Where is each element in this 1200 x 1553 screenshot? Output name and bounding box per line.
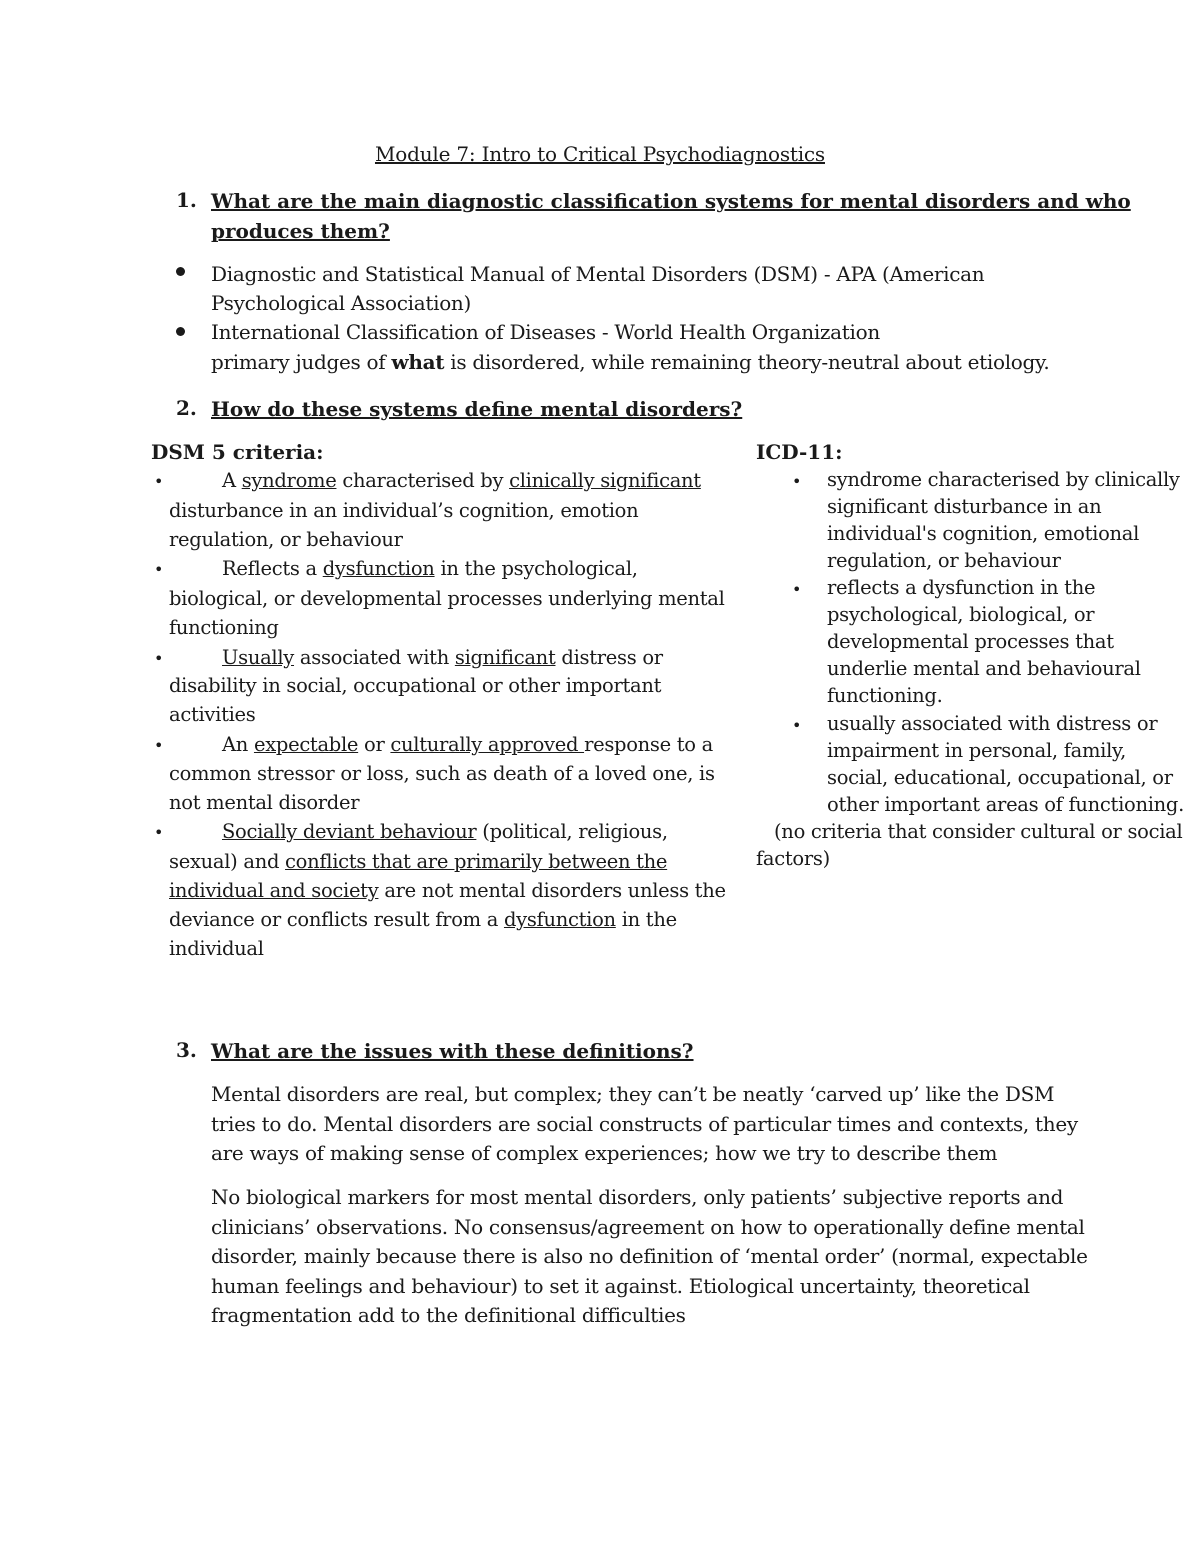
dsm-item-5-line-1: Socially deviant behaviour (political, religious, — [222, 820, 668, 843]
dsm-item-4-line-1: An expectable or culturally approved response to a — [222, 733, 713, 756]
icd-item-2-line-3: developmental processes that — [827, 630, 1114, 653]
dsm-bullet-icon: • — [154, 649, 164, 668]
icd-bullet-icon: • — [792, 716, 802, 735]
icd-item-3-line-4: other important areas of functioning. — [827, 793, 1185, 816]
icd-item-1-line-1: syndrome characterised by clinically — [827, 468, 1180, 491]
q3-paragraph-2-line-3: disorder, mainly because there is also no definition of ‘mental order’ (normal, expectable — [211, 1244, 1088, 1268]
dsm-bullet-icon: • — [154, 823, 164, 842]
q3-paragraph-2-line-4: human feelings and behaviour) to set it against. Etiological uncertainty, theoretical — [211, 1274, 1030, 1298]
icd-item-3-line-1: usually associated with distress or — [827, 712, 1158, 735]
dsm-bullet-icon: • — [154, 560, 164, 579]
icd-bullet-icon: • — [792, 472, 802, 491]
icd-item-2-line-2: psychological, biological, or — [827, 603, 1095, 626]
icd-item-1-line-2: significant disturbance in an — [827, 495, 1102, 518]
dsm-item-1-line-3: regulation, or behaviour — [169, 528, 403, 551]
dsm-item-5-line-3: individual and society are not mental disorders unless the — [169, 879, 726, 902]
q1-bullet-1-line-1: Diagnostic and Statistical Manual of Mental Disorders (DSM) - APA (American — [211, 262, 985, 286]
q3-paragraph-1-line-1: Mental disorders are real, but complex; they can’t be neatly ‘carved up’ like the DSM — [211, 1082, 1055, 1106]
dsm-item-4-line-3: not mental disorder — [169, 791, 360, 814]
dsm-item-4-line-2: common stressor or loss, such as death of a loved one, is — [169, 762, 715, 785]
dsm-item-3-line-2: disability in social, occupational or other important — [169, 674, 662, 697]
q1-note: primary judges of what is disordered, while remaining theory-neutral about etiology. — [211, 350, 1050, 374]
q1-bullet-2-line-1: International Classification of Diseases - World Health Organization — [211, 320, 880, 344]
icd-item-2-line-5: functioning. — [827, 684, 943, 707]
dsm-item-1-line-2: disturbance in an individual’s cognition, emotion — [169, 499, 639, 522]
dsm-item-5-line-5: individual — [169, 937, 264, 960]
page-title: Module 7: Intro to Critical Psychodiagnostics — [374, 142, 825, 166]
icd-bullet-icon: • — [792, 580, 802, 599]
dsm-item-5-line-4: deviance or conflicts result from a dysfunction in the — [169, 908, 677, 931]
dsm-item-5-line-2: sexual) and conflicts that are primarily between the — [169, 850, 668, 873]
icd-item-1-line-3: individual's cognition, emotional — [827, 522, 1140, 545]
dsm-item-3-line-1: Usually associated with significant distress or — [222, 646, 663, 669]
icd-heading: ICD-11: — [756, 440, 843, 464]
q3-paragraph-2-line-1: No biological markers for most mental disorders, only patients’ subjective reports and — [211, 1185, 1064, 1209]
q3-paragraph-2-line-5: fragmentation add to the definitional difficulties — [211, 1303, 686, 1327]
icd-note-line-2: factors) — [756, 847, 830, 870]
q3-paragraph-1-line-2: tries to do. Mental disorders are social constructs of particular times and contexts, they — [211, 1112, 1078, 1136]
icd-item-2-line-1: reflects a dysfunction in the — [827, 576, 1096, 599]
dsm-item-2-line-2: biological, or developmental processes underlying mental — [169, 587, 725, 610]
question-1-number: 1. — [176, 188, 197, 212]
dsm-bullet-icon: • — [154, 736, 164, 755]
dsm-item-1-line-1: A syndrome characterised by clinically significant — [222, 469, 701, 492]
q3-paragraph-2-line-2: clinicians’ observations. No consensus/agreement on how to operationally define mental — [211, 1215, 1085, 1239]
question-1-line-1: What are the main diagnostic classification systems for mental disorders and who — [211, 189, 1131, 213]
dsm-bullet-icon: • — [154, 472, 164, 491]
bullet-dot-icon — [176, 267, 185, 276]
icd-note-line-1: (no criteria that consider cultural or social — [774, 820, 1183, 843]
dsm-item-2-line-3: functioning — [169, 616, 279, 639]
icd-item-3-line-3: social, educational, occupational, or — [827, 766, 1173, 789]
question-3-number: 3. — [176, 1038, 197, 1062]
question-2-number: 2. — [176, 396, 197, 420]
question-1-line-2: produces them? — [211, 219, 390, 243]
question-3-text: What are the issues with these definitions? — [211, 1039, 694, 1063]
question-2-text: How do these systems define mental disorders? — [211, 397, 743, 421]
q3-paragraph-1-line-3: are ways of making sense of complex experiences; how we try to describe them — [211, 1141, 998, 1165]
dsm-item-3-line-3: activities — [169, 703, 256, 726]
q1-bullet-1-line-2: Psychological Association) — [211, 291, 472, 315]
icd-item-3-line-2: impairment in personal, family, — [827, 739, 1127, 762]
dsm-item-2-line-1: Reflects a dysfunction in the psychological, — [222, 557, 638, 580]
icd-item-1-line-4: regulation, or behaviour — [827, 549, 1061, 572]
icd-item-2-line-4: underlie mental and behavioural — [827, 657, 1141, 680]
dsm-heading: DSM 5 criteria: — [151, 440, 324, 464]
bullet-dot-icon — [176, 327, 185, 336]
